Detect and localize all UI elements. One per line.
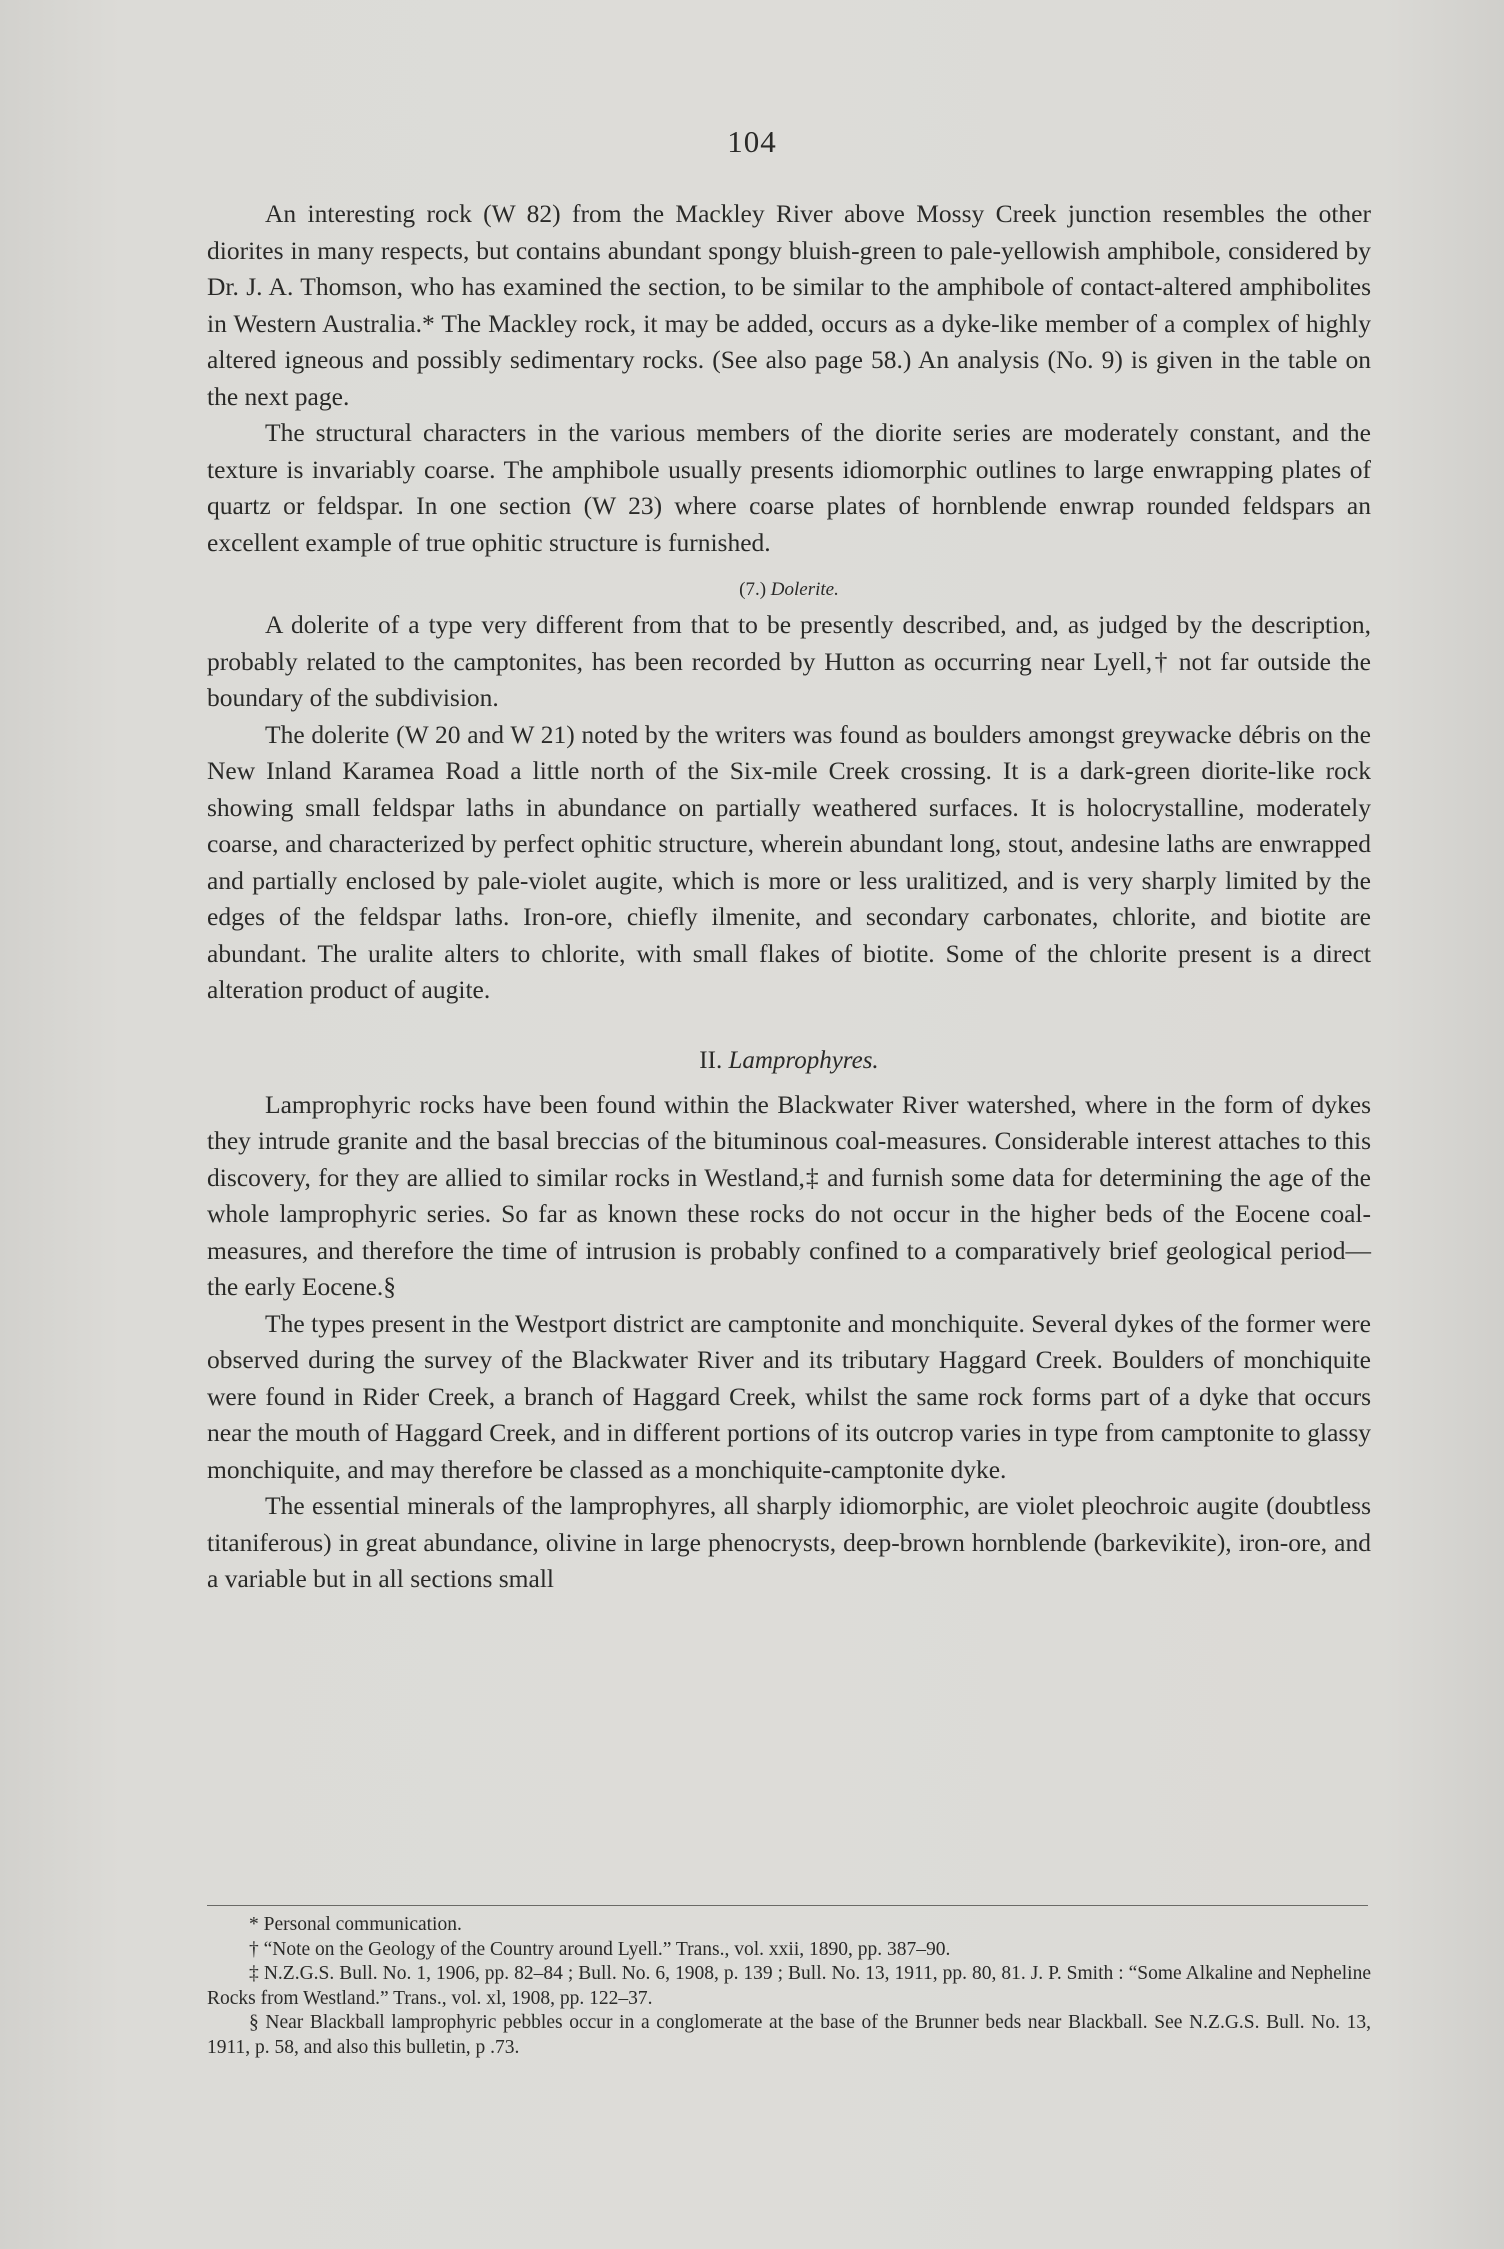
footnotes bbox=[207, 1913, 1371, 2060]
heading-number: II. bbox=[699, 1046, 723, 1074]
paragraph-westport-types: The types present in the Westport district are camptonite and monchiquite. Several dykes of the former were observed during the survey of the Blackwater River and its tributary Haggard Creek. Boulders of monchiquite were found in Rider Creek, a branch of Haggard Creek, whilst the same rock forms part of a dyke that occurs near the mouth of Haggard Creek, and in different portions of its outcrop varies in type from camptonite to glassy monchiquite, and may therefore be classed as a monchiquite-camptonite dyke. bbox=[207, 1308, 1371, 1484]
heading-title: Lamprophyres. bbox=[728, 1046, 879, 1074]
section-heading-lamprophyres bbox=[207, 1043, 1371, 1079]
paragraph-dolerite-hutton: A dolerite of a type very different from that to be presently described, and, as judged by the description, probably related to the camptonites, has been recorded by Hutton as occurring near Lyell,† not far outside the boundary of the subdivision. bbox=[207, 610, 1371, 712]
page-number: 104 bbox=[727, 124, 777, 159]
heading-title: Dolerite. bbox=[770, 579, 839, 600]
paragraph-mackley-rock: An interesting rock (W 82) from the Mackley River above Mossy Creek junction resembles the other diorites in many respects, but contains abundant spongy bluish-green to pale-yellowish amphibole, considered by Dr. J. A. Thomson, who has examined the section, to be similar to the amphibole of contact-altered amphibolites in Western Australia.* The Mackley rock, it may be added, occurs as a dyke-like member of a complex of highly altered igneous and possibly sedimentary rocks. (See also page 58.) An analysis (No. 9) is given in the table on the next page. bbox=[207, 199, 1371, 411]
paragraph-essential-minerals: The essential minerals of the lamprophyres, all sharply idiomorphic, are violet pleochroic augite (doubtless titaniferous) in great abundance, olivine in large phenocrysts, deep-brown hornblende (barkevikite), iron-ore, and a variable but in all sections small bbox=[207, 1491, 1371, 1593]
footnote-divider bbox=[207, 1905, 1368, 1906]
heading-number: (7.) bbox=[739, 579, 767, 600]
footnote-nzgs-bulletins: ‡ N.Z.G.S. Bull. No. 1, 1906, pp. 82–84 ; Bull. No. 6, 1908, p. 139 ; Bull. No. 13, 1911, pp. 80, 81. J. P. Smith : “Some Alkaline and Nepheline Rocks from Westland.” Trans., vol. xl, 1908, pp. 122–37. bbox=[207, 1963, 1371, 2009]
paragraph-lamprophyric-rocks: Lamprophyric rocks have been found within the Blackwater River watershed, where in the form of dykes they intrude granite and the basal breccias of the bituminous coal-measures. Considerable interest attaches to this discovery, for they are allied to similar rocks in Westland,‡ and furnish some data for determining the age of the whole lamprophyric series. So far as known these rocks do not occur in the higher beds of the Eocene coal-measures, and therefore the time of intrusion is probably confined to a comparatively brief geological period—the early Eocene.§ bbox=[207, 1089, 1371, 1301]
footnote-blackball: § Near Blackball lamprophyric pebbles occur in a conglomerate at the base of the Brunner beds near Blackball. See N.Z.G.S. Bull. No. 13, 1911, p. 58, and also this bulletin, p .73. bbox=[207, 2012, 1371, 2058]
paragraph-structural-characters: The structural characters in the various members of the diorite series are moderately constant, and the texture is invariably coarse. The amphibole usually presents idiomorphic outlines to large enwrapping plates of quartz or feldspar. In one section (W 23) where coarse plates of hornblende enwrap rounded feldspars an excellent example of true ophitic structure is furnished. bbox=[207, 418, 1371, 557]
footnote-personal-communication: * Personal communication. bbox=[249, 1914, 462, 1935]
section-heading-dolerite bbox=[207, 575, 1371, 605]
footnote-lyell-geology: † “Note on the Geology of the Country around Lyell.” Trans., vol. xxii, 1890, pp. 387–90. bbox=[249, 1938, 951, 1960]
body-text bbox=[207, 196, 1371, 1598]
paragraph-dolerite-description: The dolerite (W 20 and W 21) noted by the writers was found as boulders amongst greywacke débris on the New Inland Karamea Road a little north of the Six-mile Creek crossing. It is a dark-green diorite-like rock showing small feldspar laths in abundance on partially weathered surfaces. It is holocrystalline, moderately coarse, and characterized by perfect ophitic structure, wherein abundant long, stout, andesine laths are enwrapped and partially enclosed by pale-violet augite, which is more or less uralitized, and is very sharply limited by the edges of the feldspar laths. Iron-ore, chiefly ilmenite, and secondary carbonates, chlorite, and biotite are abundant. The uralite alters to chlorite, with small flakes of biotite. Some of the chlorite present is a direct alteration product of augite. bbox=[207, 719, 1371, 1004]
